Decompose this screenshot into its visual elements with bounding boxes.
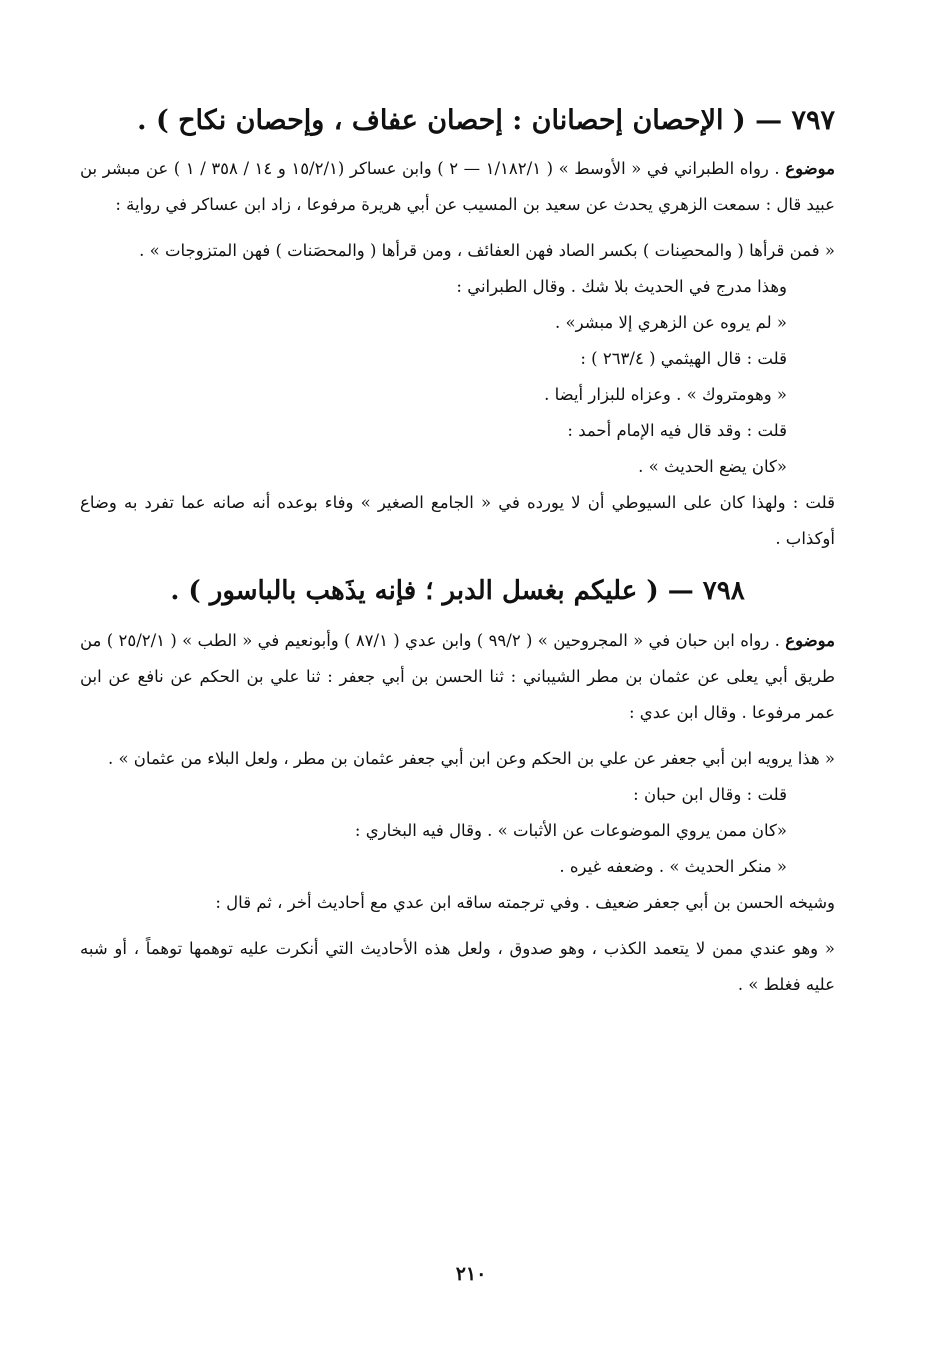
hadith-797-source-text: . رواه الطبراني في « الأوسط » ( ١/١٨٢/١ — ٢ ) وابن عساكر (١٥/٢/١ و ١٤ / ٣٥٨ / ١ ) عن مبشر بن عبيد قال : سمعت الزهري يحدث عن سعيد بن المسيب عن أبي هريرة مرفوعا ، زاد ابن عساكر في رواية : — [80, 159, 835, 214]
hadith-798-quote-1: « هذا يرويه ابن أبي جعفر عن علي بن الحكم وعن ابن أبي جعفر عثمان بن مطر ، ولعل البلاء من عثمان » . — [107, 749, 835, 768]
hadith-797-source — [80, 151, 835, 223]
hadith-798-comment-2: وشيخه الحسن بن أبي جعفر ضعيف . وفي ترجمته ساقه ابن عدي مع أحاديث أخر ، ثم قال : — [215, 893, 835, 912]
hadith-797-comment-3: قلت : وقد قال فيه الإمام أحمد : — [567, 421, 787, 440]
hadith-798-comment-1: قلت : وقال ابن حبان : — [633, 785, 787, 804]
hadith-797-quote-4: «كان يضع الحديث » . — [638, 457, 787, 476]
hadith-797-verdict: موضوع — [785, 159, 835, 178]
hadith-798-verdict: موضوع — [785, 631, 835, 650]
hadith-798-quote-2: «كان ممن يروي الموضوعات عن الأثبات » . وقال فيه البخاري : — [354, 821, 787, 840]
page-body — [80, 95, 835, 1003]
hadith-797-quote-3: « وهومتروك » . وعزاه للبزار أيضا . — [544, 385, 787, 404]
hadith-797-comment-2: قلت : قال الهيثمي ( ٢٦٣/٤ ) : — [580, 349, 787, 368]
hadith-797-heading: ٧٩٧ — ( الإحصان إحصانان : إحصان عفاف ، وإحصان نكاح ) . — [137, 105, 835, 136]
hadith-797-quote-1: « فمن قرأها ( والمحصِنات ) بكسر الصاد فهن العفائف ، ومن قرأها ( والمحصَنات ) فهن المتزوجات » . — [139, 241, 835, 260]
hadith-798-source-text: . رواه ابن حبان في « المجروحين » ( ٩٩/٢ ) وابن عدي ( ٨٧/١ ) وأبونعيم في « الطب » ( ٢٥/٢/١ ) من طريق أبي يعلى عن عثمان بن مطر الشيباني : ثنا الحسن بن أبي جعفر : ثنا علي بن الحكم عن نافع عن ابن عمر مرفوعا . وقال ابن عدي : — [80, 631, 835, 722]
hadith-798-quote-3: « منكر الحديث » . وضعفه غيره . — [559, 857, 787, 876]
hadith-797-conclusion: قلت : ولهذا كان على السيوطي أن لا يورده في « الجامع الصغير » وفاء بوعده أنه صانه عما تفرد به وضاع أوكذاب . — [80, 493, 835, 548]
hadith-798-source — [80, 623, 835, 731]
hadith-797-comment-1: وهذا مدرج في الحديث بلا شك . وقال الطبراني : — [456, 277, 787, 296]
page-number: ٢١٠ — [455, 1263, 487, 1285]
hadith-797-quote-2: « لم يروه عن الزهري إلا مبشر» . — [555, 313, 787, 332]
hadith-798-heading: ٧٩٨ — ( عليكم بغسل الدبر ؛ فإنه يذَهب بالباسور ) . — [170, 576, 745, 606]
hadith-798-quote-4: « وهو عندي ممن لا يتعمد الكذب ، وهو صدوق ، ولعل هذه الأحاديث التي أنكرت عليه توهمها توهماً ، أو شبه عليه فغلط » . — [80, 939, 835, 994]
